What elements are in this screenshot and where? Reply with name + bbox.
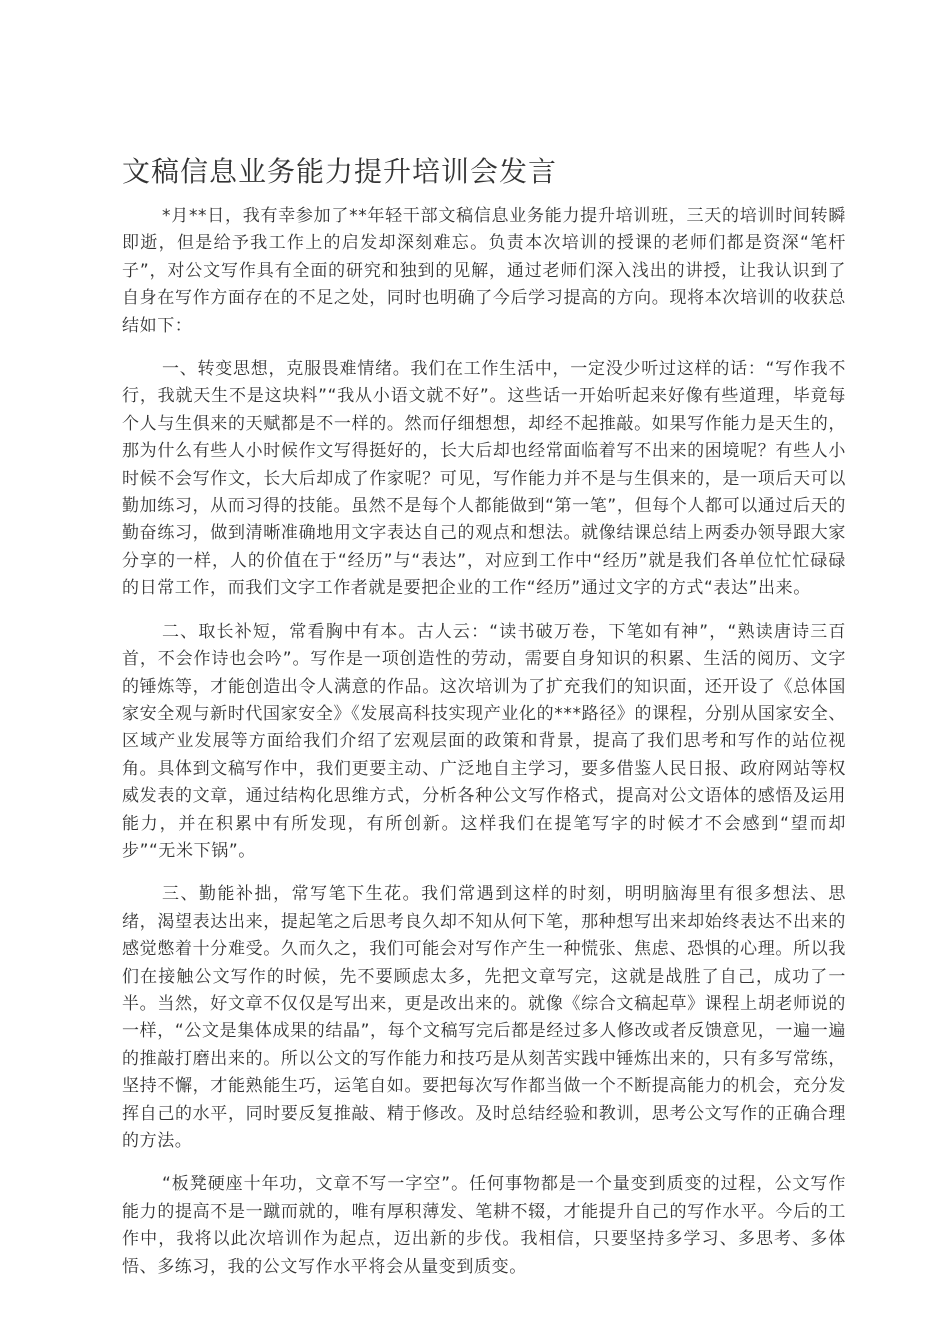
conclusion-paragraph: “板凳硬座十年功，文章不写一字空”。任何事物都是一个量变到质变的过程，公文写作能力的提高不是一蹴而就的，唯有厚积薄发、笔耕不辍，才能提升自己的写作水平。今后的工作中，我将以此次培训作为起点，迈出新的步伐。我相信，只要坚持多学习、多思考、多体悟、多练习，我的公文写作水平将会从量变到质变。 — [122, 1174, 846, 1277]
section-one-paragraph: 一、转变思想，克服畏难情绪。我们在工作生活中，一定没少听过这样的话：“写作我不行，我就天生不是这块料”“我从小语文就不好”。这些话一开始听起来好像有些道理，毕竟每个人与生俱来的天赋都是不一样的。然而仔细想想，却经不起推敲。如果写作能力是天生的，那为什么有些人小时候作文写得挺好的，长大后却也经常面临着写不出来的困境呢？有些人小时候不会写作文，长大后却成了作家呢？可见，写作能力并不是与生俱来的，是一项后天可以勤加练习，从而习得的技能。虽然不是每个人都能做到“第一笔”，但每个人都可以通过后天的勤奋练习，做到清晰准确地用文字表达自己的观点和想法。就像结课总结上两委办领导跟大家分享的一样，人的价值在于“经历”与“表达”，对应到工作中“经历”就是我们各单位忙忙碌碌的日常工作，而我们文字工作者就是要把企业的工作“经历”通过文字的方式“表达”出来。 — [122, 359, 847, 599]
document-body — [122, 203, 846, 1297]
intro-paragraph: *月**日，我有幸参加了**年轻干部文稿信息业务能力提升培训班，三天的培训时间转瞬即逝，但是给予我工作上的启发却深刻难忘。负责本次培训的授课的老师们都是资深“笔杆子”，对公文写作具有全面的研究和独到的见解，通过老师们深入浅出的讲授，让我认识到了自身在写作方面存在的不足之处，同时也明确了今后学习提高的方向。现将本次培训的收获总结如下： — [122, 206, 846, 336]
section-two-paragraph: 二、取长补短，常看胸中有本。古人云：“读书破万卷，下笔如有神”，“熟读唐诗三百首，不会作诗也会吟”。写作是一项创造性的劳动，需要自身知识的积累、生活的阅历、文字的锤炼等，才能创造出令人满意的作品。这次培训为了扩充我们的知识面，还开设了《总体国家安全观与新时代国家安全》《发展高科技实现产业化的***路径》的课程，分别从国家安全、区域产业发展等方面给我们介绍了宏观层面的政策和背景，提高了我们思考和写作的站位视角。具体到文稿写作中，我们更要主动、广泛地自主学习，要多借鉴人民日报、政府网站等权威发表的文章，通过结构化思维方式，分析各种公文写作格式，提高对公文语体的感悟及运用能力，并在积累中有所发现，有所创新。这样我们在提笔写字的时候才不会感到“望而却步”“无米下锅”。 — [122, 621, 846, 861]
document-title: 文稿信息业务能力提升培训会发言 — [122, 155, 558, 188]
section-three-paragraph: 三、勤能补拙，常写笔下生花。我们常遇到这样的时刻，明明脑海里有很多想法、思绪，渴望表达出来，提起笔之后思考良久却不知从何下笔，那种想写出来却始终表达不出来的感觉憋着十分难受。久而久之，我们可能会对写作产生一种慌张、焦虑、恐惧的心理。所以我们在接触公文写作的时候，先不要顾虑太多，先把文章写完，这就是战胜了自己，成功了一半。当然，好文章不仅仅是写出来，更是改出来的。就像《综合文稿起草》课程上胡老师说的一样，“公文是集体成果的结晶”，每个文稿写完后都是经过多人修改或者反馈意见，一遍一遍的推敲打磨出来的。所以公文的写作能力和技巧是从刻苦实践中锤炼出来的，只有多写常练，坚持不懈，才能熟能生巧，运笔自如。要把每次写作都当做一个不断提高能力的机会，充分发挥自己的水平，同时要反复推敲、精于修改。及时总结经验和教训，思考公文写作的正确合理的方法。 — [122, 884, 846, 1151]
